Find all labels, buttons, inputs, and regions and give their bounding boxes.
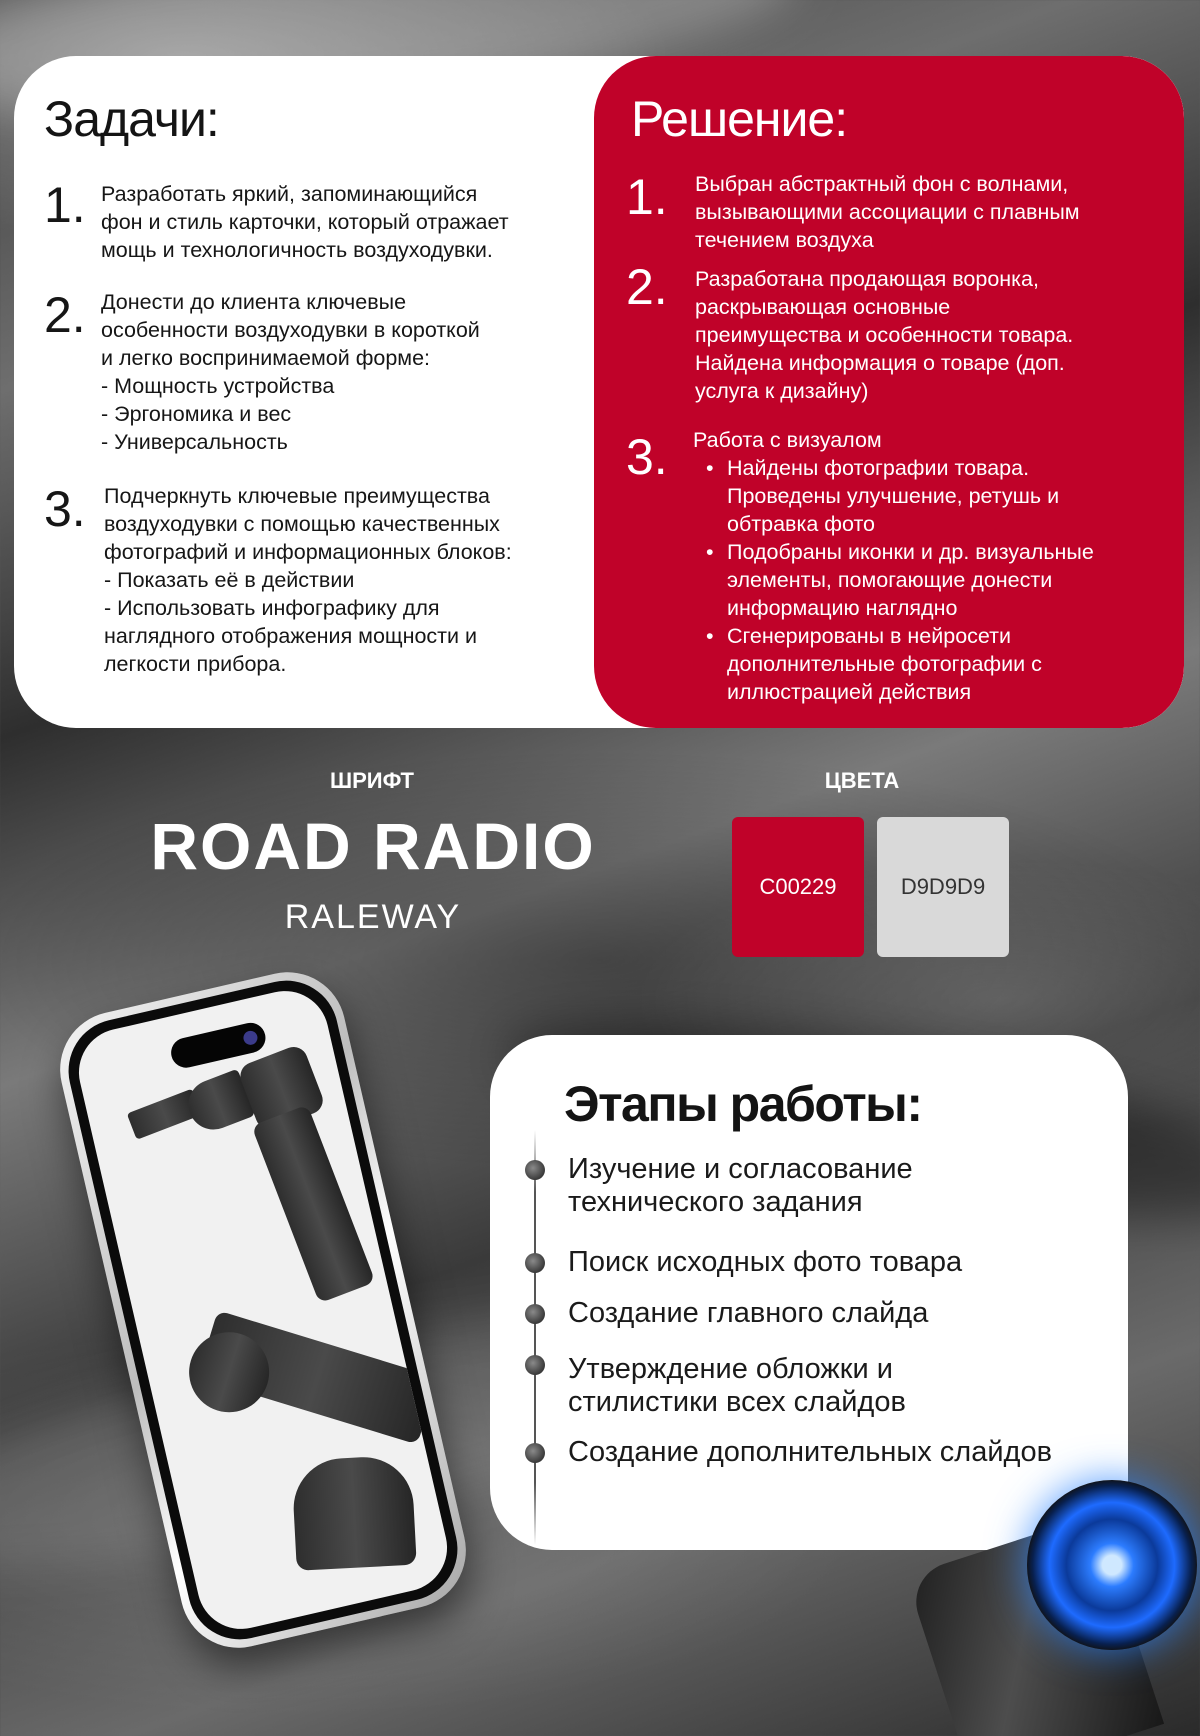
solution-bullets xyxy=(694,454,1164,706)
timeline-dot xyxy=(525,1304,545,1324)
task-number: 3. xyxy=(44,481,86,537)
font-main-name: ROAD RADIO xyxy=(150,809,596,883)
solution-text: Выбран абстрактный фон с волнами, вызывающими ассоциации с плавным течением воздуха xyxy=(695,172,1080,252)
timeline-dot xyxy=(525,1355,545,1375)
stage-item: Утверждение обложки и стилистики всех слайдов xyxy=(568,1353,906,1418)
tasks-title: Задачи: xyxy=(44,91,219,147)
solution-text: Разработана продающая воронка, раскрывающая основные преимущества и особенности товара. Найдена информация о товаре (доп. услуга к дизайну) xyxy=(695,267,1074,403)
font-secondary-name: RALEWAY xyxy=(284,898,462,936)
color-swatch-red xyxy=(732,817,864,957)
solution-number: 1. xyxy=(626,169,668,225)
solution-bullet: • Сгенерированы в нейросети дополнительные фотографии с иллюстрацией действия xyxy=(694,622,1164,706)
stage-item: Поиск исходных фото товара xyxy=(568,1246,963,1278)
solution-text: Работа с визуалом xyxy=(693,428,882,452)
colors-label: ЦВЕТА xyxy=(824,768,900,793)
stage-item: Создание главного слайда xyxy=(568,1297,929,1329)
task-number: 2. xyxy=(44,287,86,343)
solution-section xyxy=(594,56,1184,728)
solution-number: 2. xyxy=(626,259,668,315)
task-number: 1. xyxy=(44,177,86,233)
solution-number: 3. xyxy=(626,429,668,485)
stage-item: Создание дополнительных слайдов xyxy=(568,1436,1053,1468)
timeline-dot xyxy=(525,1253,545,1273)
timeline-dot xyxy=(525,1160,545,1180)
solution-bullet: • Найдены фотографии товара. Проведены улучшение, ретушь и обтравка фото xyxy=(694,454,1164,538)
timeline-dot xyxy=(525,1443,545,1463)
solution-bullet: • Подобраны иконки и др. визуальные элементы, помогающие донести информацию наглядно xyxy=(694,538,1164,622)
color-code: C00229 xyxy=(759,874,837,899)
task-text: Подчеркнуть ключевые преимущества воздуходувки с помощью качественных фотографий и информационных блоков: - Показать её в действии - Использовать инфографику для наглядного отображения мощности и легкости прибора. xyxy=(104,484,512,676)
tasks-solution-card xyxy=(14,56,1184,728)
solution-title: Решение: xyxy=(631,91,848,147)
task-text: Разработать яркий, запоминающийся фон и стиль карточки, который отражает мощь и технологичность воздуходувки. xyxy=(101,182,509,262)
timeline-line xyxy=(534,1130,536,1545)
font-label: ШРИФТ xyxy=(330,768,414,793)
stage-item: Изучение и согласование технического задания xyxy=(568,1153,913,1218)
color-code: D9D9D9 xyxy=(900,874,986,899)
camera-icon xyxy=(242,1029,259,1046)
blower-fan-image xyxy=(935,1470,1200,1736)
blower-product-image xyxy=(291,1455,417,1571)
fan-icon xyxy=(1027,1480,1197,1650)
color-swatch-gray xyxy=(877,817,1009,957)
task-text: Донести до клиента ключевые особенности воздуходувки в короткой и легко воспринимаемой форме: - Мощность устройства - Эргономика и вес - Универсальность xyxy=(101,290,480,454)
stages-title: Этапы работы: xyxy=(564,1076,922,1132)
